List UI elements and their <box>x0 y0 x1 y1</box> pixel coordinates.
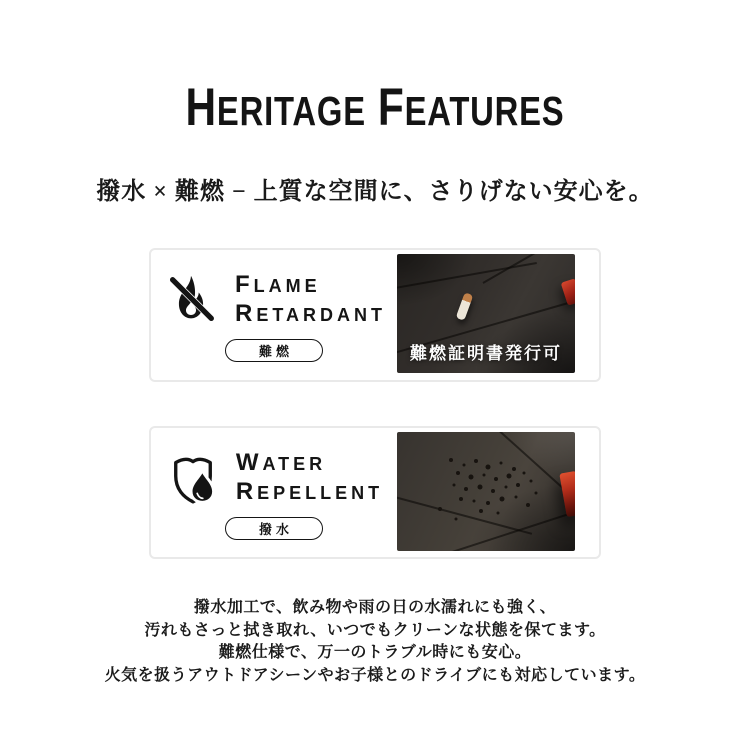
title-word: HERITAGE <box>185 78 366 137</box>
label-line: RETARDANT <box>235 300 386 327</box>
description-line: 火気を扱うアウトドアシーンやお子様とのドライブにも対応しています。 <box>104 666 646 684</box>
title-word: FEATURES <box>377 78 565 137</box>
seat-seam <box>397 262 537 290</box>
water-feature-head <box>165 449 383 507</box>
flame-feature-info <box>151 250 397 380</box>
description-line: 汚れもさっと拭き取れ、いつでもクリーンな状態を保てます。 <box>144 621 606 639</box>
water-repellent-badge <box>225 517 323 540</box>
seat-seam <box>449 500 575 551</box>
water-repellent-photo <box>397 432 575 551</box>
red-buckle <box>561 278 575 305</box>
label-line: WATER <box>235 448 327 476</box>
water-droplets <box>445 456 447 458</box>
description-text <box>0 597 750 687</box>
label-line: FLAME <box>235 271 321 298</box>
water-feature-info <box>151 428 397 557</box>
flame-retardant-photo <box>397 254 575 373</box>
description-line: 撥水加工で、飲み物や雨の日の水濡れにも強く、 <box>193 599 557 616</box>
feature-card-flame-retardant <box>149 248 601 382</box>
water-feature-label <box>236 449 383 507</box>
red-buckle <box>559 471 575 517</box>
subtitle: 撥水 × 難燃 − 上質な空間に、さりげない安心を。 <box>96 179 654 205</box>
badge-label: 撥水 <box>258 521 293 537</box>
flame-feature-label <box>235 271 386 329</box>
label-line: REPELLENT <box>235 477 384 505</box>
flame-feature-head <box>162 271 386 329</box>
seat-seam <box>397 494 532 535</box>
badge-label: 難燃 <box>258 344 293 359</box>
page-title <box>75 78 675 139</box>
no-fire-icon <box>162 271 220 329</box>
water-drop-shield-icon <box>165 449 221 507</box>
cigarette-butt <box>456 292 474 320</box>
flame-retardant-badge <box>225 339 323 362</box>
photo-caption: 難燃証明書発行可 <box>410 344 562 363</box>
description-line: 難燃仕様で、万一のトラブル時にも安心。 <box>218 644 532 661</box>
feature-card-water-repellent <box>149 426 601 559</box>
